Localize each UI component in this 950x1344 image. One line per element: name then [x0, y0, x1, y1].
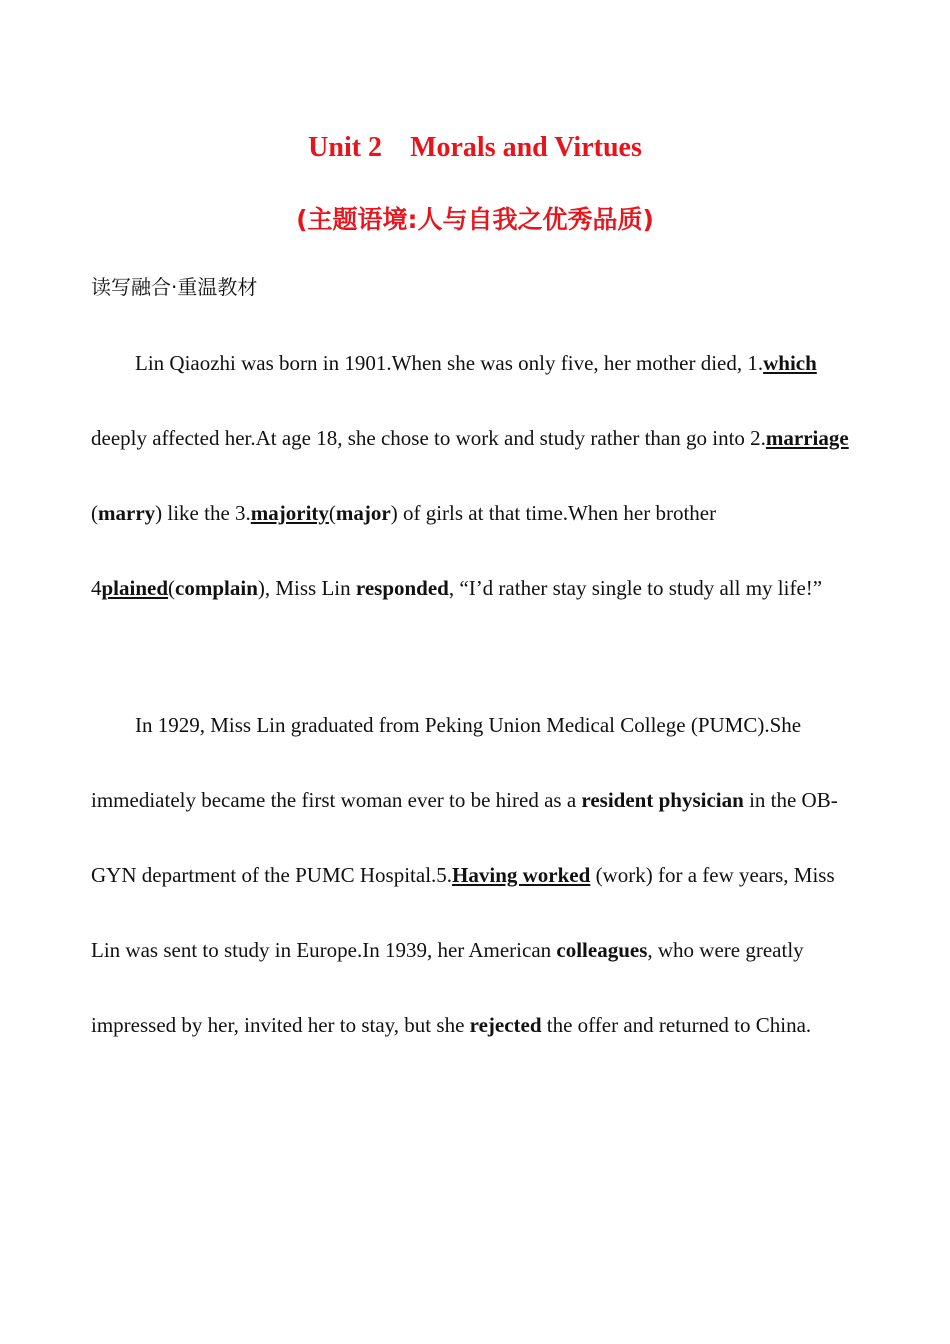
- text-segment: (: [91, 501, 98, 525]
- unit-title: [0, 128, 950, 168]
- text-segment: , “I’d rather stay single to study all my life!”: [448, 576, 823, 600]
- paragraph-2: [91, 688, 866, 1063]
- paragraph-1: [91, 326, 866, 626]
- text-segment: ), Miss Lin: [257, 576, 356, 600]
- keyword-resident-physician: resident physician: [581, 788, 744, 812]
- hint-3: major: [335, 501, 391, 525]
- text-segment: , who were greatly impressed by her, invited her to stay, but she: [91, 938, 804, 1037]
- keyword-responded: responded: [355, 576, 449, 600]
- answer-2: marriage: [765, 426, 849, 450]
- text-segment: deeply affected her.At age 18, she chose to work and study rather than go into 2.: [91, 426, 766, 450]
- text-segment: In 1929, Miss Lin graduated from Peking Union Medical College (PUMC).She immediately became the first woman ever to be hired as a: [91, 713, 802, 812]
- answer-3: majority: [250, 501, 329, 525]
- text-segment: in the OB-GYN department of the PUMC Hospital.5.: [91, 788, 838, 887]
- text-segment: ) like the 3.: [155, 501, 251, 525]
- keyword-rejected: rejected: [469, 1013, 542, 1037]
- section-heading: 读写融合·重温教材: [91, 275, 258, 299]
- keyword-colleagues: colleagues: [556, 938, 648, 962]
- answer-5: Having worked: [452, 863, 591, 887]
- text-segment: Lin Qiaozhi was born in 1901.When she was only five, her mother died, 1.: [135, 351, 764, 375]
- unit-name: Morals and Virtues: [410, 132, 642, 163]
- answer-1: which: [763, 351, 817, 375]
- text-segment: the offer and returned to China.: [541, 1013, 812, 1037]
- hint-4: complain: [175, 576, 258, 600]
- theme-subtitle: (主题语境:人与自我之优秀品质): [296, 205, 654, 234]
- hint-2: marry: [98, 501, 156, 525]
- answer-4: plained: [101, 576, 169, 600]
- text-segment: ) of girls at that time.When her brother 4: [91, 501, 717, 600]
- text-segment: (work) for a few years, Miss Lin was sent to study in Europe.In 1939, her American: [91, 863, 835, 962]
- text-segment: (: [168, 576, 176, 600]
- unit-number: Unit 2: [308, 132, 383, 163]
- text-segment: (: [328, 501, 336, 525]
